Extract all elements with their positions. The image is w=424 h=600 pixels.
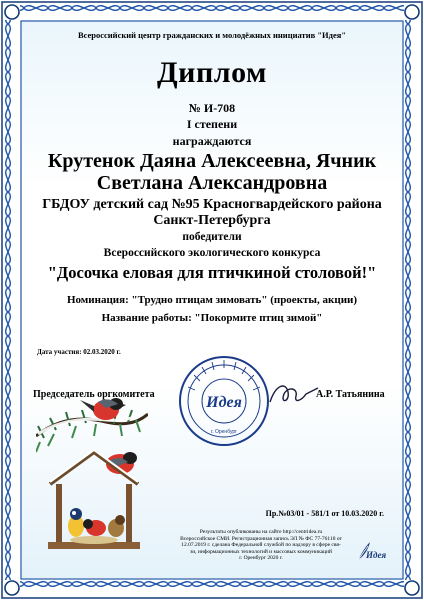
- recipient-name-line-1: Крутенок Даяна Алексеевна, Ячник: [47, 150, 377, 172]
- signature: [266, 380, 322, 408]
- corner-logo: [356, 540, 398, 564]
- round-seal: [178, 355, 270, 447]
- chairman-label: Председатель оргкомитета: [33, 389, 155, 400]
- bullfinch-birds-feeder-illustration: [36, 392, 148, 568]
- publication-line: Всероссийское СМИ. Регистрационная запись ЭЛ № ФС 77-76118 от: [180, 535, 342, 542]
- contest-name: "Досочка еловая для птичкиной столовой!": [47, 263, 377, 282]
- organization-header: Всероссийский центр гражданских и молодёжных инициатив "Идея": [77, 30, 347, 40]
- seal-bottom-text: г. Оренбург: [210, 429, 238, 435]
- institution-line-2: Санкт-Петербурга: [153, 213, 271, 228]
- publication-info: [146, 529, 376, 562]
- chairman-name: А.Р. Татьянина: [316, 389, 385, 400]
- diploma-number: № И-708: [188, 101, 236, 115]
- recipient-name-line-2: Светлана Александровна: [96, 172, 328, 194]
- institution-line-1: ГБДОУ детский сад №95 Красногвардейского района: [42, 197, 382, 212]
- publication-line: г. Оренбург 2020 г.: [239, 555, 283, 562]
- winners-label: победители: [182, 231, 242, 243]
- publication-line: Результаты опубликованы на сайте http://centridea.ru: [199, 529, 323, 535]
- work-title: Название работы: "Покормите птиц зимой": [101, 312, 323, 324]
- publication-line: 12.07.2019 г. сделана Федеральной службой по надзору в сфере свя-: [181, 542, 341, 549]
- publication-line: зи, информационных технологий и массовых коммуникаций: [190, 548, 332, 555]
- award-degree: I степени: [186, 117, 238, 131]
- corner-logo-text: Идея: [366, 550, 387, 560]
- participation-date: Дата участия: 02.03.2020 г.: [37, 348, 121, 356]
- diploma-title: Диплом: [157, 56, 267, 89]
- seal-center-text: Идея: [206, 394, 242, 411]
- awarded-label: награждаются: [172, 134, 252, 148]
- protocol-number: Пр.№03/01 - 581/1 от 10.03.2020 г.: [265, 509, 384, 518]
- contest-label: Всероссийского экологического конкурса: [103, 247, 321, 259]
- nomination: Номинация: "Трудно птицам зимовать" (проекты, акции): [66, 294, 358, 306]
